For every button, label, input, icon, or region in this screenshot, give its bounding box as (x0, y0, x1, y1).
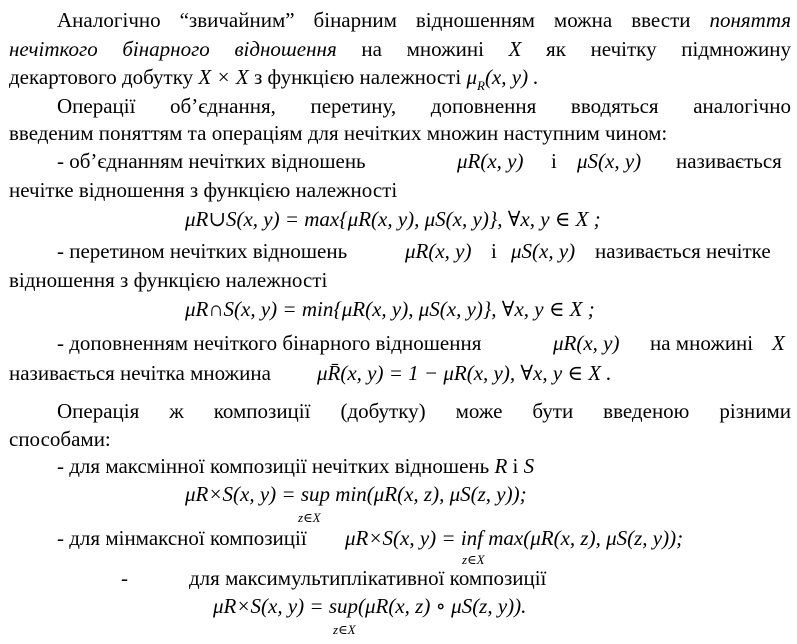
text: з функцією належності (248, 65, 467, 89)
math-R: R (494, 454, 508, 478)
text: декартового добутку (9, 65, 199, 89)
maxmult-sup-under: z∈X (333, 622, 356, 637)
inter-mu-r: μR(x, y) (405, 239, 472, 263)
math-S: S (523, 454, 535, 478)
minmax-line: - для мінмаксної композиції (57, 526, 307, 550)
text: і (507, 454, 524, 478)
union-called: називається (676, 149, 782, 173)
compl-line-1-a: - доповненням нечіткого бінарного відношення (57, 331, 482, 355)
inter-and: і (491, 239, 497, 263)
union-formula: μR∪S(x, y) = max{μR(x, y), μS(x, y)}, ∀x, y ∈ X ; (185, 207, 601, 231)
comp-line-1: Операція ж композиції (добутку) може бути введеною різними (57, 399, 791, 423)
compl-X: X (772, 331, 785, 355)
paragraph-2-line-1: Операції об’єднання, перетину, доповнення вводяться аналогічно (57, 94, 791, 118)
inter-line-1-a: - перетином нечітких відношень (57, 239, 348, 263)
maxmin-sup-under: z∈X (298, 510, 321, 525)
text: як нечітку підмножину (521, 37, 791, 61)
maxmult-dash: - (121, 566, 128, 590)
text: Аналогічно “звичайним” бінарним відношенням можна ввести (57, 8, 710, 32)
inter-called: називається нечітке (595, 239, 771, 263)
text: на множині (336, 37, 509, 61)
union-line-1-a: - об’єднанням нечітких відношень (57, 149, 366, 173)
union-line-2: нечітке відношення з функцією належності (9, 178, 398, 202)
maxmult-line: для максимультиплікативної композиції (189, 566, 547, 590)
compl-line-2-a: називається нечітка множина (9, 361, 271, 385)
union-mu-r: μR(x, y) (457, 149, 524, 173)
maxmin-formula: μR×S(x, y) = sup min(μR(x, z), μS(z, y)); (185, 482, 527, 506)
maxmult-formula: μR×S(x, y) = sup(μR(x, z) ∘ μS(z, y)). (213, 594, 527, 618)
paragraph-2-line-2: введеним поняттям та операціям для нечітких множин наступним чином: (9, 121, 668, 145)
comp-line-2: способами: (9, 427, 111, 451)
math-product: X × X (198, 65, 249, 89)
math-sub: R (476, 78, 485, 93)
paragraph-1-line-2 (9, 35, 791, 63)
union-and: і (551, 149, 557, 173)
inter-mu-s: μS(x, y) (511, 239, 576, 263)
compl-on-set: на множині (650, 331, 754, 355)
math-args: (x, y) . (484, 65, 539, 89)
union-mu-s: μS(x, y) (577, 149, 642, 173)
inter-formula: μR∩S(x, y) = min{μR(x, y), μS(x, y)}, ∀x, y ∈ X ; (185, 297, 595, 321)
term-italic: нечіткого бінарного відношення (9, 37, 337, 61)
math-X: X (508, 37, 522, 61)
paragraph-1-line-1 (57, 6, 791, 34)
minmax-inf-under: z∈X (462, 552, 485, 567)
minmax-formula: μR×S(x, y) = inf max(μR(x, z), μS(z, y)); (345, 526, 684, 550)
compl-formula: μR̄(x, y) = 1 − μR(x, y), ∀x, y ∈ X . (317, 361, 612, 385)
maxmin-line (57, 452, 534, 480)
text: - для максмінної композиції нечітких відношень (57, 454, 495, 478)
compl-mu-r: μR(x, y) (553, 331, 620, 355)
math-mu: μ (466, 65, 477, 89)
term-italic: поняття (709, 8, 791, 32)
inter-line-2: відношення з функцією належності (9, 268, 328, 292)
